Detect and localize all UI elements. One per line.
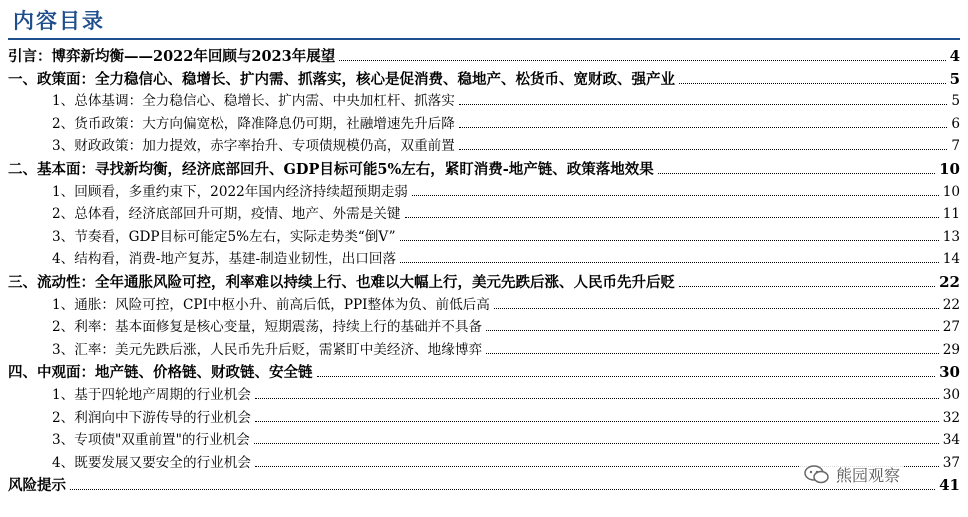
dot-leader — [70, 489, 935, 490]
toc-entry-title: 4、结构看，消费-地产复苏，基建-制造业韧性，出口回落 — [52, 251, 397, 268]
toc-page-number: 7 — [951, 138, 960, 155]
toc-subsection-entry[interactable] — [0, 407, 968, 430]
dot-leader — [255, 421, 939, 422]
dot-leader — [317, 376, 936, 377]
toc-entry-title: 一、政策面：全力稳信心、稳增长、扩内需、抓落实，核心是促消费、稳地产、松货币、宽财政、强产业 — [8, 70, 675, 88]
dot-leader — [405, 217, 939, 218]
toc-page-number: 4 — [949, 47, 960, 65]
toc-page-number: 41 — [939, 476, 960, 495]
toc-entry-title: 3、节奏看，GDP目标可能定5%左右，实际走势类“倒V” — [52, 228, 396, 245]
toc-page-number: 6 — [951, 115, 960, 132]
watermark — [800, 461, 904, 488]
toc-subsection-entry[interactable] — [0, 429, 968, 452]
toc-section-entry[interactable] — [0, 361, 968, 384]
dot-leader — [679, 286, 935, 287]
dot-leader — [658, 173, 935, 174]
dot-leader — [494, 308, 939, 309]
toc-section-entry[interactable] — [0, 158, 968, 181]
toc-entry-title: 风险提示 — [8, 477, 66, 495]
toc-section-entry[interactable] — [0, 68, 968, 91]
toc-page-number: 5 — [949, 69, 960, 88]
toc-section-entry[interactable] — [0, 271, 968, 294]
toc-subsection-entry[interactable] — [0, 113, 968, 136]
title-divider — [8, 38, 960, 40]
toc-page-number: 5 — [951, 93, 960, 110]
page-title: 内容目录 — [13, 8, 105, 33]
toc-entry-title: 四、中观面：地产链、价格链、财政链、安全链 — [8, 364, 313, 382]
toc-page-number: 10 — [942, 183, 960, 200]
dot-leader — [412, 195, 939, 196]
toc-subsection-entry[interactable] — [0, 135, 968, 158]
toc-subsection-entry[interactable] — [0, 248, 968, 271]
toc-page-number: 22 — [939, 272, 960, 291]
toc-entry-title: 3、汇率：美元先跌后涨，人民币先升后贬，需紧盯中美经济、地缘博弈 — [52, 341, 483, 358]
toc-entry-title: 三、流动性：全年通胀风险可控，利率难以持续上行、也难以大幅上行，美元先跌后涨、人民币先升后贬 — [8, 273, 675, 291]
toc-entry-title: 3、财政政策：加力提效，赤字率抬升、专项债规模仍高，双重前置 — [52, 138, 455, 155]
toc-entry-title: 2、利润向中下游传导的行业机会 — [52, 409, 251, 426]
dot-leader — [459, 149, 947, 150]
dot-leader — [486, 353, 939, 354]
toc-page-number: 11 — [942, 206, 960, 223]
toc-entry-title: 3、专项债"双重前置"的行业机会 — [52, 432, 250, 449]
watermark-text: 熊园观察 — [836, 466, 901, 485]
toc-page-number: 22 — [942, 296, 960, 313]
toc-entry-title: 1、基于四轮地产周期的行业机会 — [52, 386, 251, 403]
toc-page-number: 34 — [942, 432, 960, 449]
toc-subsection-entry[interactable] — [0, 181, 968, 204]
toc-page-number: 30 — [942, 386, 960, 403]
toc-subsection-entry[interactable] — [0, 90, 968, 113]
dot-leader — [339, 60, 945, 61]
toc-page-number: 10 — [939, 159, 960, 178]
dot-leader — [400, 240, 939, 241]
toc-entry-title: 2、总体看，经济底部回升可期，疫情、地产、外需是关键 — [52, 206, 401, 223]
toc-entry-title: 引言：博弈新均衡——2022年回顾与2023年展望 — [8, 48, 336, 65]
dot-leader — [400, 262, 939, 263]
toc-subsection-entry[interactable] — [0, 339, 968, 362]
toc-page-number: 29 — [942, 341, 960, 358]
dot-leader — [486, 330, 939, 331]
toc-subsection-entry[interactable] — [0, 384, 968, 407]
toc-entry-title: 二、基本面：寻找新均衡，经济底部回升、GDP目标可能5%左右，紧盯消费-地产链、政策落地效果 — [8, 160, 654, 178]
toc-entry-title: 1、通胀：风险可控，CPI中枢小升、前高后低，PPI整体为负、前低后高 — [52, 296, 490, 313]
dot-leader — [459, 127, 947, 128]
toc-section-entry[interactable] — [0, 45, 968, 68]
toc-subsection-entry[interactable] — [0, 203, 968, 226]
toc-page-number: 32 — [942, 409, 960, 426]
toc-subsection-entry[interactable] — [0, 226, 968, 249]
toc-page-number: 27 — [942, 319, 960, 336]
toc-entry-title: 4、既要发展又要安全的行业机会 — [52, 454, 251, 471]
toc-entry-title: 1、回顾看，多重约束下，2022年国内经济持续超预期走弱 — [52, 183, 408, 200]
dot-leader — [254, 443, 939, 444]
toc-page-number: 30 — [939, 363, 960, 382]
wechat-icon — [804, 465, 830, 485]
table-of-contents — [0, 45, 968, 497]
toc-entry-title: 2、利率：基本面修复是核心变量，短期震荡，持续上行的基础并不具备 — [52, 319, 483, 336]
dot-leader — [679, 83, 946, 84]
toc-subsection-entry[interactable] — [0, 294, 968, 317]
toc-page-number: 13 — [942, 228, 960, 245]
toc-subsection-entry[interactable] — [0, 316, 968, 339]
toc-entry-title: 1、总体基调：全力稳信心、稳增长、扩内需、中央加杠杆、抓落实 — [52, 93, 455, 110]
toc-page-number: 37 — [942, 454, 960, 471]
toc-entry-title: 2、货币政策：大方向偏宽松，降准降息仍可期，社融增速先升后降 — [52, 115, 455, 132]
dot-leader — [459, 104, 947, 105]
toc-page-number: 14 — [942, 251, 960, 268]
dot-leader — [255, 398, 939, 399]
